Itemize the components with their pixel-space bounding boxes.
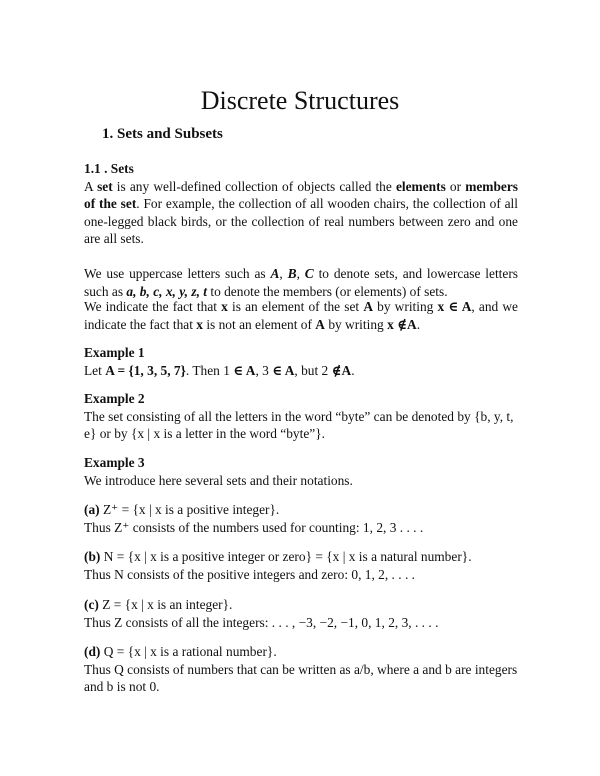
subsection-heading: 1.1 . Sets bbox=[84, 161, 134, 176]
example-1 bbox=[84, 344, 518, 379]
item-b bbox=[84, 548, 518, 583]
item-d-def: Q = {x | x is a rational number}. bbox=[100, 644, 277, 659]
example-2-text: The set consisting of all the letters in the word “byte” can be denoted by {b, y, t, e} or by {x | x is a letter in the word “byte”}. bbox=[84, 408, 514, 441]
item-c-tag: (c) bbox=[84, 597, 99, 612]
example-1-text: Let A = {1, 3, 5, 7}. Then 1 ∈ A, 3 ∈ A, but 2 ∉A. bbox=[84, 362, 355, 378]
section-heading: 1. Sets and Subsets bbox=[102, 126, 223, 142]
example-2 bbox=[84, 390, 518, 443]
item-a bbox=[84, 501, 518, 536]
item-c-def: Z = {x | x is an integer}. bbox=[98, 597, 233, 612]
item-d-desc: Thus Q consists of numbers that can be written as a/b, where a and b are integers and b is not 0. bbox=[84, 661, 518, 694]
item-b-tag: (b) bbox=[84, 549, 101, 564]
item-a-def: Z⁺ = {x | x is a positive integer}. bbox=[99, 502, 280, 517]
example-3 bbox=[84, 454, 518, 489]
example-3-heading: Example 3 bbox=[84, 455, 145, 470]
definition-paragraph: A set is any well-defined collection of objects called the elements or members of the set. For example, the collection of all wooden chairs, the collection of all one-legged black birds, or the collection of real numbers between zero and one are all sets. bbox=[84, 178, 518, 246]
item-a-desc: Thus Z⁺ consists of the numbers used for counting: 1, 2, 3 . . . . bbox=[84, 519, 424, 535]
item-d-tag: (d) bbox=[84, 644, 101, 659]
item-d bbox=[84, 643, 518, 696]
example-3-intro: We introduce here several sets and their notations. bbox=[84, 472, 353, 488]
example-1-heading: Example 1 bbox=[84, 345, 145, 360]
notation-paragraph: We use uppercase letters such as A, B, C to denote sets, and lowercase letters such as a, b, c, x, y, z, t to denote the members (or elements) of sets. bbox=[84, 266, 518, 299]
item-c-desc: Thus Z consists of all the integers: . . . , −3, −2, −1, 0, 1, 2, 3, . . . . bbox=[84, 614, 439, 630]
page-title: Discrete Structures bbox=[200, 86, 400, 115]
subsection-block bbox=[84, 160, 518, 248]
item-b-def: N = {x | x is a positive integer or zero} = {x | x is a natural number}. bbox=[100, 549, 472, 564]
item-c bbox=[84, 596, 518, 631]
membership-paragraph: We indicate the fact that x is an element of the set A by writing x ∈ A, and we indicate the fact that x is not an element of A by writing x ∉A. bbox=[84, 299, 518, 332]
item-b-desc: Thus N consists of the positive integers and zero: 0, 1, 2, . . . . bbox=[84, 566, 415, 582]
example-2-heading: Example 2 bbox=[84, 391, 145, 406]
item-a-tag: (a) bbox=[84, 502, 100, 517]
